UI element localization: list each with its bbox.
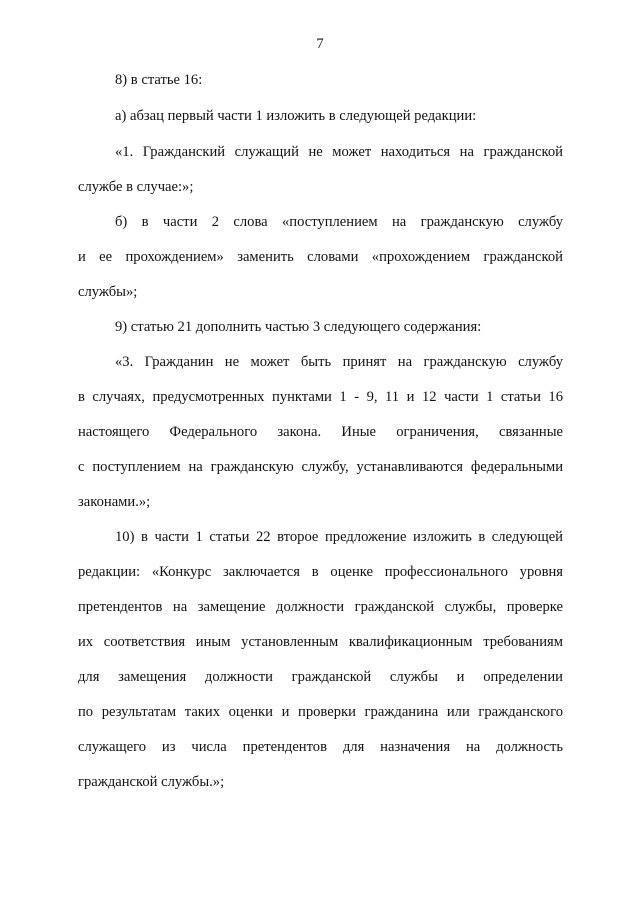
text-line: законами.»;: [78, 494, 151, 510]
text-line: их соответствия иным установленным квалификационным требованиям: [78, 634, 563, 650]
text-line: по результатам таких оценки и проверки гражданина или гражданского: [78, 704, 563, 720]
text-line: службе в случае:»;: [78, 179, 194, 195]
text-line: 8) в статье 16:: [115, 72, 203, 88]
text-line: б) в части 2 слова «поступлением на гражданскую службу: [115, 214, 563, 230]
text-line: и ее прохождением» заменить словами «прохождением гражданской: [78, 249, 563, 265]
text-line: а) абзац первый части 1 изложить в следующей редакции:: [115, 108, 477, 124]
text-line: для замещения должности гражданской службы и определении: [78, 669, 563, 685]
text-line: службы»;: [78, 284, 138, 300]
text-line: «3. Гражданин не может быть принят на гражданскую службу: [115, 354, 563, 370]
page-number: 7: [316, 36, 324, 52]
text-line: 10) в части 1 статьи 22 второе предложение изложить в следующей: [115, 529, 563, 545]
text-line: настоящего Федерального закона. Иные ограничения, связанные: [78, 424, 563, 440]
text-line: «1. Гражданский служащий не может находиться на гражданской: [115, 144, 563, 160]
text-line: редакции: «Конкурс заключается в оценке профессионального уровня: [78, 564, 563, 580]
text-line: в случаях, предусмотренных пунктами 1 - 9, 11 и 12 части 1 статьи 16: [78, 389, 563, 405]
text-line: 9) статью 21 дополнить частью 3 следующего содержания:: [115, 319, 482, 335]
text-line: служащего из числа претендентов для назначения на должность: [78, 739, 563, 755]
text-line: гражданской службы.»;: [78, 774, 225, 790]
text-line: с поступлением на гражданскую службу, устанавливаются федеральными: [78, 459, 563, 475]
text-line: претендентов на замещение должности гражданской службы, проверке: [78, 599, 563, 615]
